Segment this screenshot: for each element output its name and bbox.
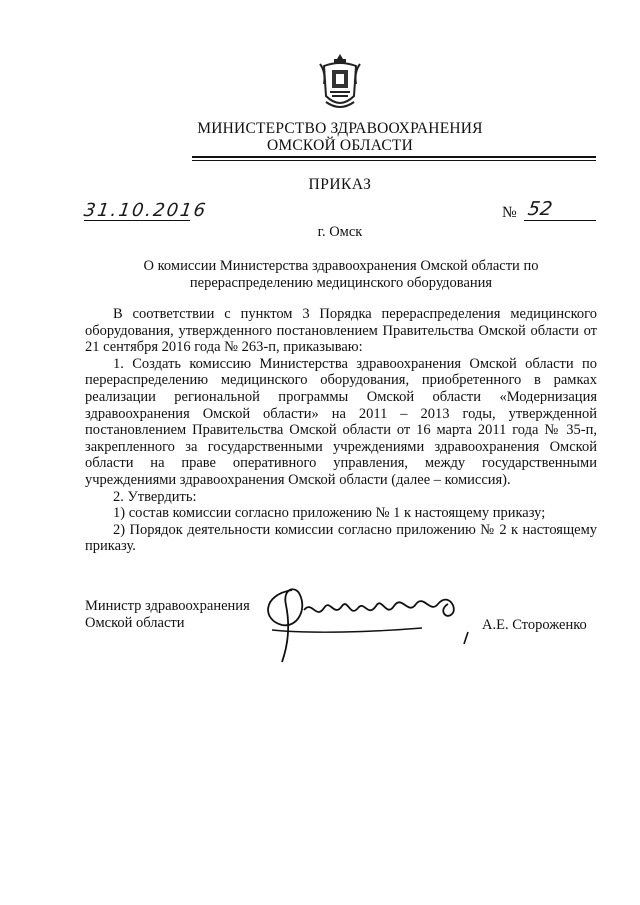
handwritten-date: 31.10.2016 — [82, 200, 209, 221]
document-type: ПРИКАЗ — [308, 176, 372, 193]
header-rule-thick — [192, 156, 596, 158]
body-paragraph-item-1: 1. Создать комиссию Министерства здравоохранения Омской области по перераспределению медицинского оборудования, приобретенного в рамках реализации региональной программы Омской области «Модернизация здравоохранения Омской области» на 2011 – 2013 годы, утвержденной постановлением Правительства Омской области от 16 марта 2011 года № 35-п, закрепленного за государственными учреждениями здравоохранения Омской области на праве оперативного управления, между государственными учреждениями здравоохранения Омской области (далее – комиссия). — [85, 355, 597, 488]
ministry-name-line2: ОМСКОЙ ОБЛАСТИ — [267, 137, 413, 154]
body-paragraph-subitem-1: 1) состав комиссии согласно приложению № 1 к настоящему приказу; — [113, 505, 546, 522]
body-paragraph-preamble: В соответствии с пунктом 3 Порядка перераспределения медицинского оборудования, утвержденного постановлением Правительства Омской области от 21 сентября 2016 года № 263-п, приказываю: — [85, 306, 597, 356]
omsk-coat-of-arms-icon — [318, 52, 362, 112]
ministry-name-line1: МИНИСТЕРСТВО ЗДРАВООХРАНЕНИЯ — [197, 120, 483, 137]
document-body — [85, 306, 597, 555]
document-subject: О комиссии Министерства здравоохранения Омской области по перераспределению медицинского оборудования — [143, 258, 539, 291]
handwritten-number: 52 — [526, 198, 554, 220]
signer-title-line1: Министр здравоохранения — [85, 598, 250, 614]
date-underline — [84, 220, 190, 221]
signer-title — [85, 598, 250, 632]
number-sign: № — [502, 204, 517, 221]
number-underline — [524, 220, 596, 221]
header-rule-thin — [192, 160, 596, 161]
city: г. Омск — [317, 224, 363, 240]
signer-title-line2: Омской области — [85, 615, 185, 631]
body-paragraph-item-2: 2. Утвердить: — [113, 488, 197, 505]
body-paragraph-subitem-2: 2) Порядок деятельности комиссии согласно приложению № 2 к настоящему приказу. — [85, 521, 597, 555]
handwritten-signature — [252, 570, 482, 670]
signer-name: А.Е. Стороженко — [482, 617, 587, 633]
